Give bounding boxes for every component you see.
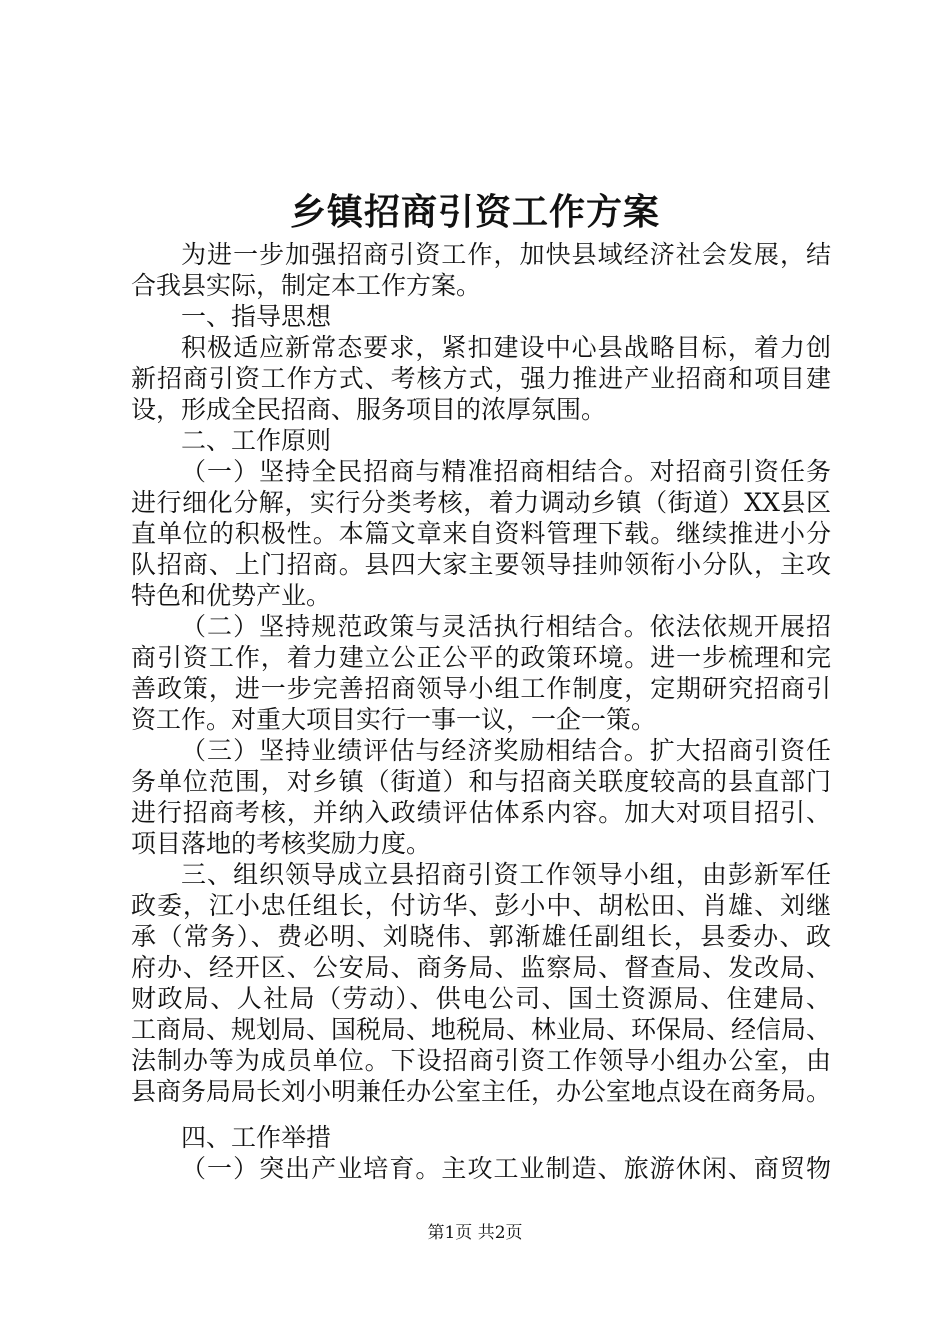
body-line: 新招商引资工作方式、考核方式，强力推进产业招商和项目建 [131, 364, 831, 393]
body-line: 承（常务）、费必明、刘晓伟、郭渐雄任副组长，县委办、政 [131, 922, 831, 951]
body-line: 工商局、规划局、国税局、地税局、林业局、环保局、经信局、 [131, 1015, 832, 1044]
body-line: （一）坚持全民招商与精准招商相结合。对招商引资任务 [181, 457, 831, 486]
body-line: 县商务局局长刘小明兼任办公室主任，办公室地点设在商务局。 [131, 1077, 832, 1106]
body-line: 财政局、人社局（劳动）、供电公司、国土资源局、住建局、 [131, 984, 831, 1013]
body-line: 商引资工作，着力建立公正公平的政策环境。进一步梳理和完 [131, 643, 831, 672]
body-line: （二）坚持规范政策与灵活执行相结合。依法依规开展招 [181, 612, 831, 641]
body-line: 设，形成全民招商、服务项目的浓厚氛围。 [131, 395, 607, 424]
body-line: 府办、经开区、公安局、商务局、监察局、督查局、发改局、 [131, 953, 831, 982]
body-line: 资工作。对重大项目实行一事一议，一企一策。 [131, 705, 657, 734]
body-line: 项目落地的考核奖励力度。 [131, 829, 432, 858]
body-line: 队招商、上门招商。县四大家主要领导挂帅领衔小分队，主攻 [131, 550, 831, 579]
section-heading: 四、工作举措 [181, 1123, 332, 1152]
body-line: 为进一步加强招商引资工作，加快县域经济社会发展，结 [181, 240, 831, 269]
body-line: 政委，江小忠任组长，付访华、彭小中、胡松田、肖雄、刘继 [131, 891, 831, 920]
body-line: 法制办等为成员单位。下设招商引资工作领导小组办公室，由 [131, 1046, 831, 1075]
body-line: 合我县实际，制定本工作方案。 [131, 271, 482, 300]
page-footer: 第1页 共2页 [427, 1223, 523, 1243]
body-line: 特色和优势产业。 [131, 581, 332, 610]
body-line: （一）突出产业培育。主攻工业制造、旅游休闲、商贸物 [181, 1154, 831, 1183]
body-line: 进行细化分解，实行分类考核，着力调动乡镇（街道）XX县区 [131, 488, 831, 517]
body-line: （三）坚持业绩评估与经济奖励相结合。扩大招商引资任 [181, 736, 831, 765]
body-line: 务单位范围，对乡镇（街道）和与招商关联度较高的县直部门 [131, 767, 831, 796]
body-line: 进行招商考核，并纳入政绩评估体系内容。加大对项目招引、 [131, 798, 831, 827]
section-heading: 二、工作原则 [181, 426, 332, 455]
body-line: 善政策，进一步完善招商领导小组工作制度，定期研究招商引 [131, 674, 831, 703]
body-line: 三、组织领导成立县招商引资工作领导小组，由彭新军任 [181, 860, 831, 889]
body-line: 积极适应新常态要求，紧扣建设中心县战略目标，着力创 [181, 333, 831, 362]
section-heading: 一、指导思想 [181, 302, 332, 331]
body-line: 直单位的积极性。本篇文章来自资料管理下载。继续推进小分 [131, 519, 831, 548]
document-title: 乡镇招商引资工作方案 [289, 191, 660, 233]
